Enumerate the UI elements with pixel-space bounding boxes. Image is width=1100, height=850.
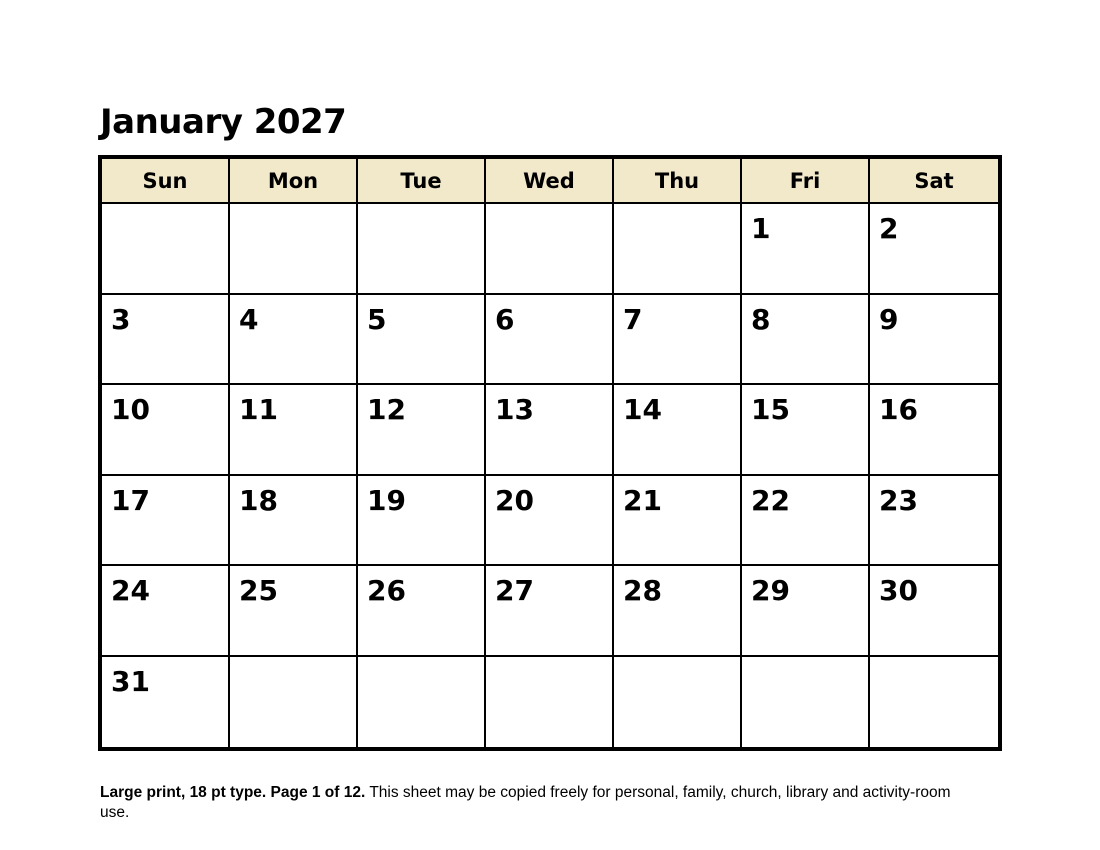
day-number: 19: [367, 483, 406, 517]
day-cell: [486, 295, 614, 386]
day-number: 25: [239, 574, 278, 607]
day-number: 6: [495, 302, 515, 336]
weekday-header-fri: Fri: [742, 159, 870, 204]
day-cell: [230, 204, 358, 295]
day-cell: [102, 295, 230, 386]
day-number: 17: [111, 483, 150, 517]
day-number: 9: [879, 302, 899, 336]
weekday-header-wed: Wed: [486, 159, 614, 204]
day-cell: [614, 657, 742, 748]
day-number: 8: [751, 302, 771, 336]
day-number: 3: [111, 302, 131, 336]
day-cell: [102, 657, 230, 748]
day-cell: [614, 566, 742, 657]
footer-text: This sheet may be copied freely for personal, family, church, library and activity-room use.: [100, 784, 951, 821]
day-cell: [358, 295, 486, 386]
day-cell: [358, 566, 486, 657]
day-cell: [358, 476, 486, 567]
day-number: 20: [495, 483, 534, 517]
day-cell: [486, 566, 614, 657]
day-cell: [870, 657, 998, 748]
day-number: 4: [239, 302, 259, 336]
day-number: 12: [367, 393, 406, 426]
day-number: 1: [751, 212, 771, 245]
day-cell: [102, 385, 230, 476]
day-number: 13: [495, 393, 534, 426]
day-cell: [102, 566, 230, 657]
day-number: 21: [623, 483, 662, 517]
day-number: 29: [751, 574, 790, 607]
day-cell: [742, 476, 870, 567]
day-cell: [486, 476, 614, 567]
day-cell: [486, 385, 614, 476]
day-cell: [230, 476, 358, 567]
day-number: 16: [879, 393, 918, 426]
day-cell: [486, 657, 614, 748]
day-cell: [230, 295, 358, 386]
day-number: 7: [623, 302, 643, 336]
day-cell: [614, 295, 742, 386]
day-number: 27: [495, 574, 534, 607]
weekday-header-mon: Mon: [230, 159, 358, 204]
day-cell: [230, 657, 358, 748]
day-number: 30: [879, 574, 918, 607]
day-cell: [742, 566, 870, 657]
day-cell: [358, 385, 486, 476]
calendar-grid: [98, 155, 1002, 751]
day-number: 26: [367, 574, 406, 607]
weekday-header-sun: Sun: [102, 159, 230, 204]
calendar-title: January 2027: [100, 102, 347, 142]
day-cell: [870, 204, 998, 295]
weekday-header-tue: Tue: [358, 159, 486, 204]
day-number: 2: [879, 212, 899, 245]
day-number: 5: [367, 302, 387, 336]
day-cell: [230, 385, 358, 476]
day-number: 14: [623, 393, 662, 426]
day-number: 31: [111, 664, 150, 698]
day-cell: [742, 657, 870, 748]
day-cell: [870, 385, 998, 476]
weekday-header-thu: Thu: [614, 159, 742, 204]
day-number: 24: [111, 574, 150, 607]
weekday-header-sat: Sat: [870, 159, 998, 204]
day-cell: [614, 476, 742, 567]
day-cell: [102, 476, 230, 567]
day-cell: [742, 385, 870, 476]
footer-bold-text: Large print, 18 pt type. Page 1 of 12.: [100, 784, 366, 801]
day-cell: [102, 204, 230, 295]
footer-note: [100, 783, 980, 823]
day-number: 22: [751, 483, 790, 517]
day-number: 10: [111, 393, 150, 426]
day-cell: [870, 566, 998, 657]
day-cell: [742, 295, 870, 386]
day-cell: [614, 204, 742, 295]
day-cell: [358, 657, 486, 748]
day-number: 28: [623, 574, 662, 607]
day-number: 11: [239, 393, 278, 426]
day-number: 23: [879, 483, 918, 517]
day-number: 15: [751, 393, 790, 426]
day-cell: [486, 204, 614, 295]
day-number: 18: [239, 483, 278, 517]
day-cell: [742, 204, 870, 295]
day-cell: [358, 204, 486, 295]
day-cell: [230, 566, 358, 657]
day-cell: [614, 385, 742, 476]
day-cell: [870, 476, 998, 567]
day-cell: [870, 295, 998, 386]
